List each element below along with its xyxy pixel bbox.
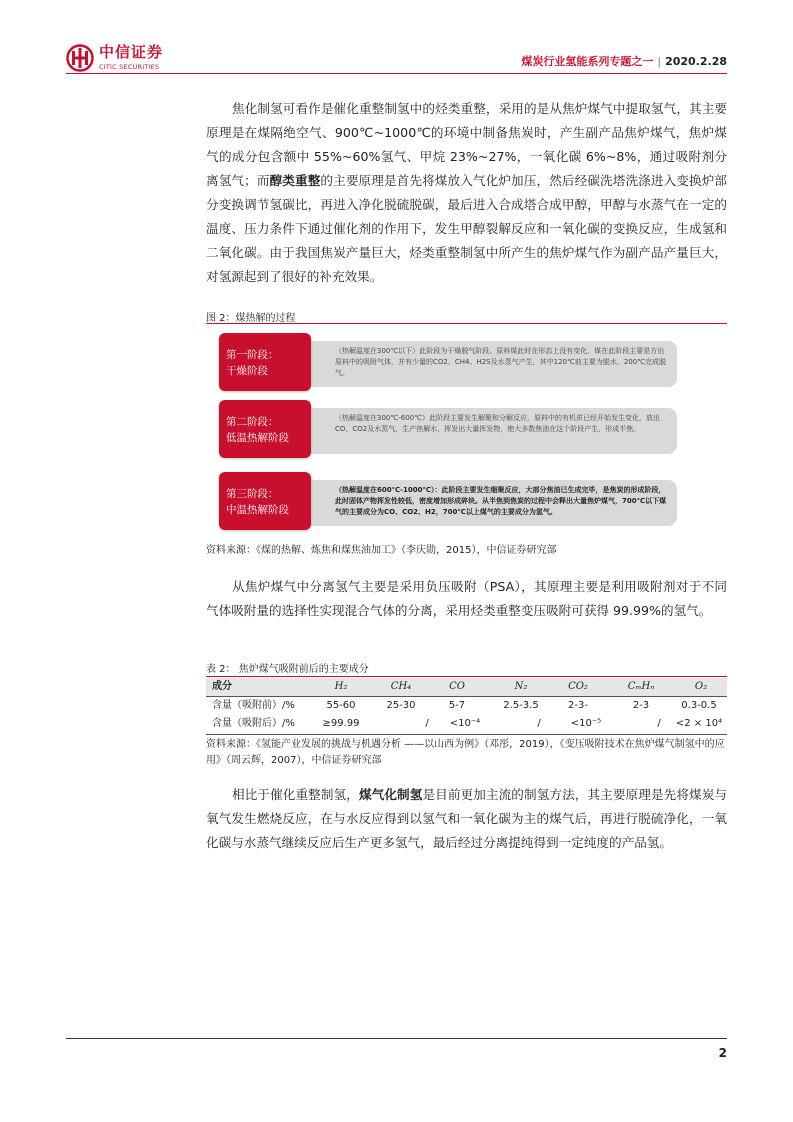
figure-title: 图 2：煤热解的过程 — [206, 313, 296, 324]
table-cell: 25-30 — [386, 700, 416, 711]
paragraph3-text-a: 相比于催化重整制氢， — [232, 787, 359, 802]
table-row — [206, 715, 727, 733]
pyrolysis-stage-2 — [219, 400, 677, 458]
table-cell: / — [425, 718, 429, 729]
figure-title-rule — [206, 323, 727, 324]
table-cell: <10⁻⁵ — [570, 718, 602, 729]
report-title: 煤炭行业氢能系列专题之一 — [521, 55, 654, 68]
paragraph1-text-b: 的主要原理是首先将煤放入气化炉加压，然后经碳洗塔洗涤进入变换炉部分变换调节氢碳比，再进入净化脱硫脱碳，最后进入合成塔合成甲醇，甲醇与水蒸气在一定的温度、压力条件下通过催化剂的作用下，发生甲醇裂解反应和一氧化碳的变换反应，生成氢和二氧化碳。由于我国焦炭产量巨大，烃类重整制氢中所产生的焦炉煤气作为副产品产量巨大，对氢源起到了很好的补充效果。 — [206, 173, 728, 284]
table-header-cell: 成分 — [212, 681, 232, 692]
brand-name-cn: 中信证券 — [99, 43, 164, 61]
table-cell: 2-3 — [632, 700, 650, 711]
table-header-cell: CH₄ — [390, 681, 412, 692]
stage-label-line1: 第三阶段： — [226, 488, 279, 500]
stage-label-box — [219, 472, 311, 530]
paragraph3-text-b: 是目前更加主流的制氢方法，其主要原理是先将煤炭与氧气发生燃烧反应，在与水反应得到以氢气和一氧化碳为主的煤气后，再进行脱硫净化，一氧化碳与水蒸气继续反应后生产更多氢气，最后经过分离提纯得到一定纯度的产品氢。 — [206, 787, 728, 850]
paragraph1-text-a: 焦化制氢可看作是催化重整制氢中的烃类重整，采用的是从焦炉煤气中提取氢气，其主要原理是在煤隔绝空气、900℃~1000℃的环境中制备焦炭时，产生副产品焦炉煤气，焦炉煤气的成分包含额中 55%~60%氢气、甲烷 23%~27%，一氧化碳 6%~8%，通过吸附剂分离氢气；而 — [206, 101, 727, 188]
stage-description: （热解温度在300℃以下）此阶段为干燥脱气阶段。原料煤此时在形态上没有变化，煤在此阶段主要是方出原料中的吸附气体，并有少量的CO2、CH4、H2S及水蒸气产生，其中120℃前主要为脱水，200℃完成脱气。 — [335, 347, 667, 377]
company-logo — [66, 44, 196, 74]
stage-description: （热解温度在300℃-600℃）此阶段主要发生解聚和分解反应，原料中的有机质已经开始发生变化，放出CO、CO2及水蒸气，生产热解水，挥发出大量挥发物，绝大多数焦油在这个阶段产生，形成半焦。 — [335, 414, 660, 433]
page-number: 2 — [718, 1046, 727, 1060]
table-cell: 含量（吸附后）/% — [212, 718, 295, 729]
citic-logo-icon — [66, 44, 94, 72]
table-cell: ≥99.99 — [322, 718, 360, 729]
pyrolysis-stage-3 — [219, 472, 677, 530]
brand-name-en: CITIC SECURITIES — [99, 63, 160, 71]
table-cell: 2.5-3.5 — [503, 700, 539, 711]
stage-label-box — [219, 333, 311, 391]
stage-label-line2: 干燥阶段 — [226, 365, 268, 377]
stage-label-line2: 低温热解阶段 — [226, 432, 289, 444]
table-cell: 含量（吸附前）/% — [212, 700, 295, 711]
table-header-cell: CₘHₙ — [627, 681, 655, 692]
table-cell: <2 × 10⁴ — [675, 718, 723, 729]
table-cell: / — [657, 718, 661, 729]
paragraph3-bold-term: 煤气化制氢 — [358, 787, 423, 802]
stage-label — [226, 486, 289, 518]
stage-label-box — [219, 400, 311, 458]
table-top-rule — [206, 676, 727, 677]
table-header-cell: CO₂ — [568, 681, 588, 692]
table-title: 表 2： 焦炉煤气吸附前后的主要成分 — [206, 664, 369, 675]
table-header-cell: N₂ — [514, 681, 528, 692]
stage-label-line2: 中温热解阶段 — [226, 504, 289, 516]
table-header-cell: H₂ — [334, 681, 348, 692]
table-cell: 55-60 — [326, 700, 356, 711]
paragraph1-bold-term: 醇类重整 — [269, 173, 321, 188]
stage-label — [226, 347, 279, 379]
report-header — [521, 53, 727, 69]
table-cell: / — [537, 718, 541, 729]
report-date: 2020.2.28 — [665, 55, 727, 68]
table-bottom-rule — [206, 734, 727, 735]
table-cell: 5-7 — [448, 700, 466, 711]
table-cell: 2-3- — [568, 700, 588, 711]
table-header-row — [206, 678, 727, 696]
table-cell: <10⁻⁴ — [449, 718, 481, 729]
table-header-cell: O₂ — [694, 681, 708, 692]
table-header-cell: CO — [449, 681, 465, 692]
paragraph-coal-gasification — [206, 783, 727, 855]
stage-label-line1: 第一阶段： — [226, 349, 279, 361]
stage-label — [226, 414, 289, 446]
stage-description: （热解温度在600℃-1000℃）：此阶段主要发生缩聚反应，大部分焦油已生成完毕，是焦炭的形成阶段，此时固体产物挥发性较低，密度增加形成碎块。从半焦到焦炭的过程中会释出大量焦炉煤气，700℃以下煤气的主要成分为CO、CO2、H2，700℃以上煤气的主要成分为氢气。 — [335, 486, 667, 516]
figure-source: 资料来源：《煤的热解、炼焦和煤焦油加工》（李庆勋，2015），中信证券研究部 — [206, 545, 557, 556]
paragraph-coke-oven-hydrogen — [206, 97, 727, 289]
stage-label-line1: 第二阶段： — [226, 416, 279, 428]
header-separator: | — [657, 55, 662, 68]
table-cell: 0.3-0.5 — [681, 700, 717, 711]
pyrolysis-stage-1 — [219, 333, 677, 391]
paragraph-psa: 从焦炉煤气中分离氢气主要是采用负压吸附（PSA），其原理主要是利用吸附剂对于不同气体吸附量的选择性实现混合气体的分离，采用烃类重整变压吸附可获得 99.99%的氢气。 — [206, 579, 727, 618]
footer-divider — [66, 1038, 727, 1039]
table-row — [206, 697, 727, 715]
table-source: 资料来源：《氢能产业发展的挑战与机遇分析 ——以山西为例》（邓彤，2019），《变压吸附技术在焦炉煤气制氢中的应用》（周云辉，2007），中信证券研究部 — [206, 739, 725, 766]
header-divider — [66, 73, 727, 74]
